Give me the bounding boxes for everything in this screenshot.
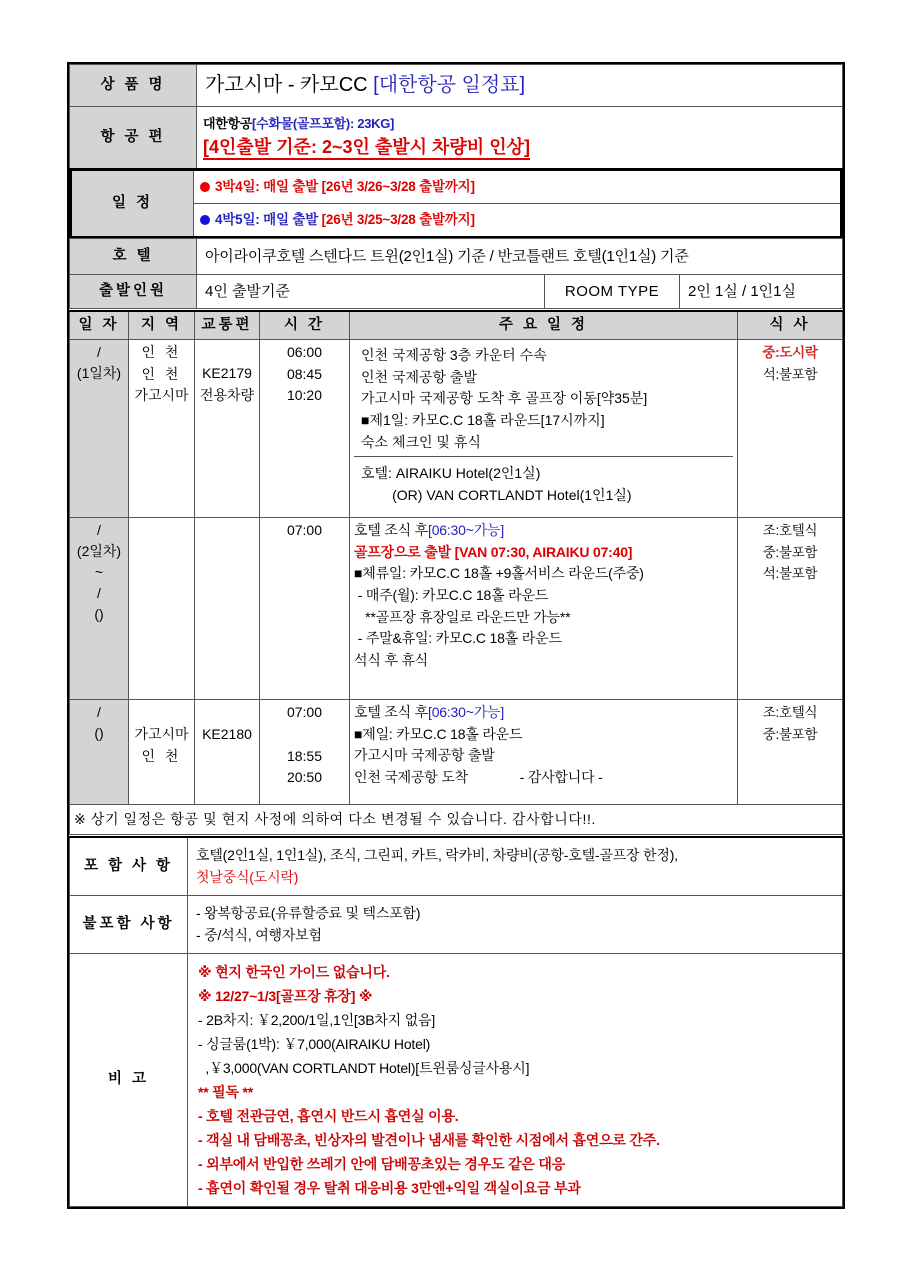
day1-schedule [350, 340, 738, 518]
day2-areas [129, 518, 195, 700]
schedule-3n4d-period: [26년 3/26~3/28 출발까지] [321, 179, 475, 195]
remark-value [188, 953, 843, 1207]
schedule-option-4n5d [194, 204, 842, 238]
day2-date [70, 518, 129, 700]
day1-date-label: (1일차) [76, 365, 122, 382]
hotel-pax-table [69, 238, 843, 309]
day1-item-3: 가고시마 국제공항 도착 후 골프장 이동[약35분] [361, 390, 648, 407]
day2-transport [195, 518, 260, 700]
product-value [197, 65, 843, 107]
day3-schedule [350, 700, 738, 805]
header-table [69, 64, 843, 169]
table-row [70, 518, 843, 700]
remark-line-1: ※ 현지 한국인 가이드 없습니다. [198, 963, 390, 980]
day1-transport-2: KE2179 [202, 365, 252, 382]
remark-row [70, 953, 843, 1207]
day2-time-1: 07:00 [286, 522, 323, 539]
col-header-schedule: 주 요 일 정 [350, 311, 738, 340]
day1-meal-1: 중:도시락 [762, 345, 818, 361]
schedule-row-1 [71, 170, 842, 204]
day1-area-1: 인 천 [141, 344, 182, 361]
day2-date-paren: () [94, 606, 104, 623]
col-header-transport: 교통편 [195, 311, 260, 340]
day3-transport [195, 700, 260, 805]
day2-item-5: **골프장 휴장일로 라운드만 가능** [354, 608, 571, 625]
hotel-row [70, 239, 843, 275]
excluded-value [188, 895, 843, 953]
vehicle-surcharge-note: [4인출발 기준: 2~3인 출발시 차량비 인상] [203, 137, 530, 161]
day3-meal-2: 중:불포함 [762, 726, 818, 742]
included-line-1: 호텔(2인1실, 1인1실), 조식, 그린피, 카트, 락카비, 차량비(공항-호텔-골프장 한정), [196, 846, 678, 863]
product-name-suffix: [대한항공 일정표] [373, 74, 526, 96]
day1-date-slash: / [97, 344, 101, 361]
flight-value [197, 107, 843, 169]
product-name-text: 가고시마 - 카모CC [205, 74, 374, 96]
day3-item-1-suffix: [06:30~가능] [428, 704, 505, 721]
hotel-value: 아이라이쿠호텔 스텐다드 트윈(2인1실) 기준 / 반코틀랜트 호텔(1인1실) 기준 [197, 239, 843, 275]
pax-label: 출발인원 [70, 275, 197, 309]
day3-item-1 [354, 702, 733, 724]
day3-areas [129, 700, 195, 805]
blue-dot-icon [200, 215, 210, 225]
day1-transport-1 [199, 342, 255, 363]
day2-item-1 [354, 520, 733, 542]
day2-meal-1: 조:호텔식 [762, 523, 818, 539]
vehicle-surcharge-wrap [203, 137, 836, 161]
day2-times [260, 518, 350, 700]
day1-meal-2: 석:불포함 [762, 366, 818, 382]
day1-transport-3: 전용차량 [199, 386, 255, 403]
col-header-time: 시 간 [260, 311, 350, 340]
roomtype-value: 2인 1실 / 1인1실 [680, 275, 843, 309]
day2-item-2: 골프장으로 출발 [VAN 07:30, AIRAIKU 07:40] [354, 543, 633, 560]
day1-item-2: 인천 국제공항 출발 [361, 368, 477, 385]
day1-time-1: 06:00 [286, 344, 323, 361]
day2-meal-2: 중:불포함 [762, 544, 818, 560]
day3-time-1: 07:00 [286, 704, 323, 721]
day1-hotel-cell [354, 457, 733, 515]
col-header-date: 일 자 [70, 311, 129, 340]
day2-meals [738, 518, 843, 700]
table-row [70, 700, 843, 805]
day2-date-slash: / [97, 522, 101, 539]
remark-line-4: - 싱글룸(1박): ￥7,000(AIRAIKU Hotel) [198, 1035, 431, 1052]
hotel-label: 호 텔 [70, 239, 197, 275]
schedule-table [69, 168, 843, 239]
day1-area-2: 인 천 [141, 365, 182, 382]
remark-line-6: ** 필독 ** [198, 1083, 254, 1100]
roomtype-label: ROOM TYPE [545, 275, 680, 309]
day3-date [70, 700, 129, 805]
day3-item-4: 인천 국제공항 도착 - 감사합니다 - [354, 769, 603, 786]
day1-hotel-1: 호텔: AIRAIKU Hotel(2인1실) [361, 465, 541, 482]
schedule-4n5d-period: [26년 3/25~3/28 출발까지] [321, 212, 475, 228]
day2-item-6: - 주말&휴일: 카모C.C 18홀 라운드 [354, 630, 562, 647]
excluded-row [70, 895, 843, 953]
day1-schedule-main-cell [354, 342, 733, 457]
day1-area-3: 가고시마 [134, 387, 189, 404]
excluded-line-1: - 왕복항공료(유류할증료 및 텍스포함) [196, 904, 421, 921]
flight-baggage-line [203, 115, 836, 134]
flight-label: 항 공 편 [70, 107, 197, 169]
day2-date-slash2: / [97, 585, 101, 602]
itinerary-notice-row [70, 805, 843, 835]
day3-time-3: 18:55 [286, 747, 323, 764]
day3-time-2 [264, 724, 345, 746]
excluded-label: 불포함 사항 [70, 895, 188, 953]
remark-line-5: ,￥3,000(VAN CORTLANDT Hotel)[트윈룸싱글사용시] [198, 1059, 530, 1076]
itinerary-header-row [70, 311, 843, 340]
day3-date-slash: / [97, 704, 101, 721]
day2-item-7: 석식 후 휴식 [354, 652, 428, 669]
day2-item-4: - 매주(월): 카모C.C 18홀 라운드 [354, 587, 549, 604]
day3-meal-1: 조:호텔식 [762, 705, 818, 721]
remark-line-8: - 객실 내 담배꽁초, 빈상자의 발견이나 냄새를 확인한 시점에서 흡연으로 간주. [198, 1132, 660, 1149]
remark-label: 비 고 [70, 953, 188, 1207]
day1-item-4: ■제1일: 카모C.C 18홀 라운드[17시까지] [361, 412, 605, 429]
day1-times [260, 340, 350, 518]
remark-line-2: ※ 12/27~1/3[골프장 휴장] ※ [198, 987, 373, 1004]
footer-table [69, 836, 843, 1207]
schedule-option-3n4d [194, 170, 842, 204]
day3-item-2: ■제일: 카모C.C 18홀 라운드 [354, 725, 523, 742]
excluded-line-2: - 중/석식, 여행자보험 [196, 927, 322, 944]
day3-area-3: 인 천 [141, 747, 182, 764]
schedule-4n5d-text: 4박5일: 매일 출발 [215, 212, 322, 228]
pax-row [70, 275, 843, 309]
day1-schedule-sub [354, 342, 733, 515]
day1-meals [738, 340, 843, 518]
product-label: 상 품 명 [70, 65, 197, 107]
day1-areas [129, 340, 195, 518]
remark-line-7: - 호텔 전관금연, 흡연시 반드시 흡연실 이용. [198, 1107, 459, 1124]
day3-item-1-text: 호텔 조식 후 [354, 704, 428, 721]
col-header-meal: 식 사 [738, 311, 843, 340]
day3-transport-1 [199, 702, 255, 724]
product-row [70, 65, 843, 107]
day1-time-3: 10:20 [286, 387, 323, 404]
included-line-2: 첫날중식(도시락) [196, 869, 299, 886]
table-row [70, 340, 843, 518]
flight-row [70, 107, 843, 169]
day2-date-tilde: ~ [94, 564, 104, 581]
day1-item-5: 숙소 체크인 및 휴식 [361, 433, 481, 450]
day2-schedule [350, 518, 738, 700]
day3-date-paren: () [94, 725, 104, 742]
included-row [70, 837, 843, 895]
schedule-3n4d-text: 3박4일: 매일 출발 [215, 179, 322, 195]
day2-item-3: ■체류일: 카모C.C 18홀 +9홀서비스 라운드(주중) [354, 565, 644, 582]
day1-schedule-main [354, 342, 733, 457]
day3-area-1 [133, 702, 190, 724]
day3-meals [738, 700, 843, 805]
day1-date [70, 340, 129, 518]
schedule-label: 일 정 [71, 170, 194, 238]
airline-name: 대한항공 [203, 115, 253, 131]
itinerary-sheet [67, 62, 845, 1209]
remark-line-9: - 외부에서 반입한 쓰레기 안에 담배꽁초있는 경우도 같은 대응 [198, 1156, 566, 1173]
day3-times [260, 700, 350, 805]
day1-transport [195, 340, 260, 518]
col-header-area: 지 역 [129, 311, 195, 340]
included-label: 포 함 사 항 [70, 837, 188, 895]
red-dot-icon [200, 182, 210, 192]
day3-transport-2: KE2180 [202, 726, 252, 743]
day1-hotel-block [354, 457, 733, 515]
itinerary-notice: ※ 상기 일정은 항공 및 현지 사정에 의하여 다소 변경될 수 있습니다. 감사합니다!!. [70, 805, 843, 835]
day3-item-3: 가고시마 국제공항 출발 [354, 747, 495, 764]
remark-line-3: - 2B차지: ￥2,200/1일,1인[3B차지 없음] [198, 1011, 436, 1028]
day1-item-1: 인천 국제공항 3층 카운터 수속 [361, 347, 547, 364]
day2-meal-3: 석:불포함 [762, 566, 818, 582]
itinerary-table [69, 310, 843, 835]
day2-item-1-suffix: [06:30~가능] [428, 522, 505, 539]
day3-time-4: 20:50 [286, 769, 323, 786]
day2-date-label: (2일차) [76, 543, 122, 560]
pax-value: 4인 출발기준 [197, 275, 545, 309]
day1-time-2: 08:45 [286, 365, 323, 382]
day3-area-2: 가고시마 [134, 726, 189, 743]
remark-line-10: - 흡연이 확인될 경우 탈취 대응비용 3만엔+익일 객실이요금 부과 [198, 1180, 581, 1197]
baggage-note: [수화물(골프포함): 23KG] [252, 115, 395, 131]
day1-hotel-2: (OR) VAN CORTLANDT Hotel(1인1실) [361, 487, 632, 504]
day2-item-1-text: 호텔 조식 후 [354, 522, 428, 539]
included-value [188, 837, 843, 895]
